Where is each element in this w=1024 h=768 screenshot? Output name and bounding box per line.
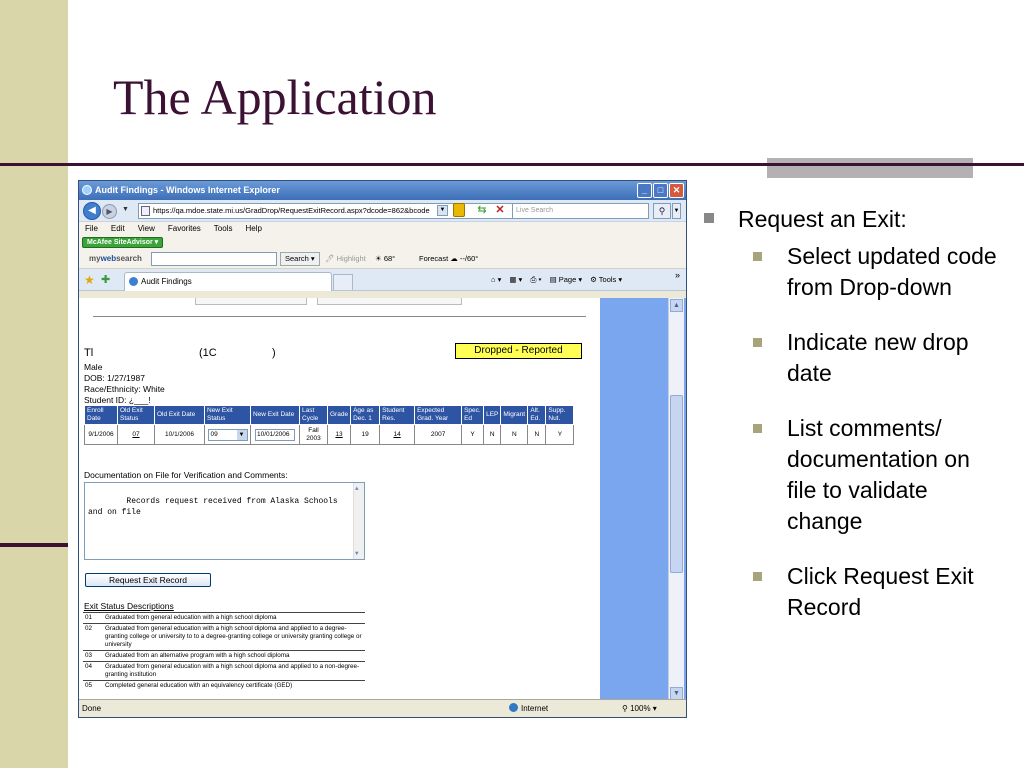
textarea-scrollbar[interactable] bbox=[353, 483, 364, 559]
scroll-up-button[interactable]: ▲ bbox=[670, 299, 683, 312]
student-gender: Male bbox=[84, 362, 103, 372]
student-res-link[interactable]: 14 bbox=[380, 425, 415, 445]
window-titlebar[interactable] bbox=[79, 181, 686, 200]
alt-ed-cell: N bbox=[528, 425, 546, 445]
column-header: Old Exit Date bbox=[155, 406, 205, 425]
browser-window bbox=[78, 180, 687, 718]
page-icon bbox=[141, 206, 150, 216]
desc-code: 04 bbox=[83, 662, 103, 681]
student-race: Race/Ethnicity: White bbox=[84, 384, 165, 394]
table-row bbox=[83, 681, 365, 692]
desc-code: 05 bbox=[83, 681, 103, 692]
cut-off-dropdowns bbox=[195, 298, 462, 306]
search-options-dropdown[interactable]: ▼ bbox=[672, 203, 681, 219]
tab-audit-findings[interactable]: Audit Findings bbox=[124, 272, 332, 291]
desc-text: Graduated from general education with a high school diploma bbox=[103, 613, 365, 624]
grad-year-cell: 2007 bbox=[415, 425, 462, 445]
tab-bar bbox=[79, 269, 686, 291]
menu-tools[interactable]: Tools bbox=[213, 224, 233, 233]
desc-code: 02 bbox=[83, 624, 103, 651]
column-header: Old Exit Status bbox=[118, 406, 155, 425]
menu-bar bbox=[79, 222, 686, 236]
bullet-square-icon bbox=[753, 338, 762, 347]
address-dropdown-button[interactable]: ▼ bbox=[437, 205, 448, 216]
address-bar-row bbox=[79, 200, 686, 222]
exit-status-descriptions-table bbox=[83, 612, 365, 691]
new-exit-status-cell bbox=[205, 425, 251, 445]
address-url: https://qa.mdoe.state.mi.us/GradDrop/RequestExitRecord.aspx?dcode=862&bcode bbox=[153, 206, 430, 215]
column-header: Student Res. bbox=[380, 406, 415, 425]
new-exit-status-select[interactable]: 09 ▼ bbox=[208, 429, 248, 441]
logo-part-search: search bbox=[116, 254, 142, 263]
websearch-input[interactable] bbox=[151, 252, 277, 266]
mywebsearch-logo bbox=[89, 254, 142, 263]
bullet-square-icon bbox=[753, 252, 762, 261]
old-exit-status-link[interactable]: 07 bbox=[118, 425, 155, 445]
new-exit-date-input[interactable]: 10/01/2006 bbox=[255, 429, 295, 441]
print-icon[interactable]: ⎙ ▾ bbox=[530, 275, 542, 284]
last-cycle-cell: Fall 2003 bbox=[300, 425, 328, 445]
slide-left-band bbox=[0, 0, 68, 768]
column-header: Grade bbox=[328, 406, 351, 425]
age-cell: 19 bbox=[351, 425, 380, 445]
request-exit-record-button[interactable]: Request Exit Record bbox=[85, 573, 211, 587]
bullet-list bbox=[704, 205, 1004, 647]
new-exit-date-cell bbox=[251, 425, 300, 445]
status-text: Done bbox=[82, 704, 102, 713]
logo-part-my: my bbox=[89, 254, 101, 263]
mcafee-toolbar bbox=[79, 236, 686, 249]
tools-menu[interactable]: ⚙ Tools ▾ bbox=[590, 275, 623, 284]
slide-title: The Application bbox=[113, 69, 437, 125]
lep-cell: N bbox=[484, 425, 501, 445]
documentation-label: Documentation on File for Verification and Comments: bbox=[84, 470, 288, 480]
forecast-button[interactable]: Forecast ☁ --/60° bbox=[419, 254, 479, 263]
scroll-down-button[interactable]: ▼ bbox=[670, 687, 683, 700]
student-id-paren-close: ) bbox=[272, 347, 276, 359]
column-header: LEP bbox=[484, 406, 501, 425]
back-button[interactable]: ◀ bbox=[83, 202, 101, 220]
menu-favorites[interactable]: Favorites bbox=[167, 224, 201, 233]
zoom-value: 100% bbox=[630, 704, 651, 713]
bullet-square-icon bbox=[704, 213, 714, 223]
student-id-paren: (1C bbox=[199, 347, 217, 359]
new-tab-button[interactable] bbox=[333, 274, 353, 290]
column-header: Alt. Ed. bbox=[528, 406, 546, 425]
stop-icon[interactable]: ✕ bbox=[495, 204, 505, 216]
forecast-label: Forecast bbox=[419, 254, 449, 263]
close-button[interactable]: ✕ bbox=[669, 183, 684, 198]
logo-part-web: web bbox=[100, 254, 117, 263]
documentation-text: Records request received from Alaska Schools and on file bbox=[88, 497, 338, 517]
table-row bbox=[83, 613, 365, 624]
column-header: Supp. Nut. bbox=[546, 406, 574, 425]
column-header: Enroll Date bbox=[85, 406, 118, 425]
maximize-button[interactable]: □ bbox=[653, 183, 668, 198]
page-viewport bbox=[79, 298, 686, 701]
old-exit-date-cell: 10/1/2006 bbox=[155, 425, 205, 445]
student-dob: DOB: 1/27/1987 bbox=[84, 373, 145, 383]
menu-file[interactable]: File bbox=[85, 224, 98, 233]
scroll-thumb[interactable] bbox=[670, 395, 683, 573]
column-header: Spec. Ed bbox=[462, 406, 484, 425]
zoom-level[interactable]: ⚲ 100% ▾ bbox=[622, 704, 657, 713]
sub-bullet bbox=[753, 241, 1003, 303]
security-zone[interactable]: Internet bbox=[509, 700, 548, 717]
tools-menu-label: Tools ▾ bbox=[598, 275, 623, 284]
highlight-label: Highlight bbox=[336, 254, 366, 263]
forecast-value: --/60° bbox=[459, 254, 479, 263]
sub-bullet-text: Click Request Exit Record bbox=[787, 563, 974, 620]
highlight-button[interactable]: 🖊 Highlight bbox=[325, 254, 366, 263]
sub-bullet bbox=[753, 413, 1003, 537]
table-row bbox=[83, 624, 365, 651]
feeds-icon[interactable]: ▦ ▾ bbox=[509, 275, 523, 284]
exit-record-table bbox=[84, 405, 574, 445]
search-icon[interactable]: ⚲ bbox=[653, 203, 671, 219]
menu-help[interactable]: Help bbox=[245, 224, 262, 233]
column-header: Last Cycle bbox=[300, 406, 328, 425]
home-icon[interactable]: ⌂ ▾ bbox=[491, 275, 502, 284]
column-header: Expected Grad. Year bbox=[415, 406, 462, 425]
desc-text: Graduated from general education with a high school diploma and applied to a non-degree-granting institution bbox=[103, 662, 365, 681]
bullet-square-icon bbox=[753, 572, 762, 581]
menu-view[interactable]: View bbox=[137, 224, 155, 233]
sub-bullet-text: Indicate new drop date bbox=[787, 329, 969, 386]
weather-temp-value: 68° bbox=[383, 254, 396, 263]
refresh-icon[interactable]: ⇆ bbox=[477, 204, 487, 216]
live-search-input[interactable]: Live Search bbox=[512, 203, 649, 219]
column-header: Age as Dec. 1 bbox=[351, 406, 380, 425]
desc-text: Completed general education with an equivalency certificate (GED) bbox=[103, 681, 365, 692]
lock-icon[interactable] bbox=[453, 203, 465, 217]
web-page bbox=[79, 298, 600, 701]
enroll-date-cell: 9/1/2006 bbox=[85, 425, 118, 445]
command-bar bbox=[491, 274, 622, 286]
sub-bullet bbox=[753, 561, 1003, 623]
spec-ed-cell: Y bbox=[462, 425, 484, 445]
migrant-cell: N bbox=[501, 425, 528, 445]
page-menu-label: Page ▾ bbox=[558, 275, 583, 284]
favorites-star-icon[interactable]: ★ bbox=[84, 273, 95, 287]
desc-text: Graduated from an alternative program with a high school diploma bbox=[103, 651, 365, 662]
table-row bbox=[83, 651, 365, 662]
sub-bullet-text: Select updated code from Drop-down bbox=[787, 243, 997, 300]
sub-bullet bbox=[753, 327, 1003, 389]
column-header: Migrant bbox=[501, 406, 528, 425]
bullet-square-icon bbox=[753, 424, 762, 433]
bullet-main-text: Request an Exit: bbox=[738, 206, 907, 232]
column-header: New Exit Date bbox=[251, 406, 300, 425]
column-header: New Exit Status bbox=[205, 406, 251, 425]
chevron-more-icon[interactable]: » bbox=[674, 270, 680, 280]
minimize-button[interactable]: _ bbox=[637, 183, 652, 198]
add-favorite-icon[interactable]: ✚ bbox=[101, 274, 111, 286]
forward-button[interactable]: ▶ bbox=[102, 204, 117, 219]
status-bar bbox=[79, 699, 686, 717]
status-badge: Dropped - Reported bbox=[455, 343, 582, 359]
window-controls bbox=[637, 183, 684, 198]
weather-temp[interactable]: ☀ 68° bbox=[375, 254, 396, 263]
websearch-button[interactable]: Search ▾ bbox=[280, 252, 320, 266]
websearch-toolbar bbox=[79, 249, 686, 269]
desc-code: 03 bbox=[83, 651, 103, 662]
menu-edit[interactable]: Edit bbox=[110, 224, 125, 233]
student-info bbox=[84, 362, 165, 406]
ie-app-icon bbox=[82, 185, 92, 195]
grade-link[interactable]: 13 bbox=[328, 425, 351, 445]
history-dropdown[interactable]: ▼ bbox=[122, 206, 129, 213]
table-row bbox=[85, 425, 574, 445]
table-row bbox=[83, 662, 365, 681]
divider bbox=[93, 316, 586, 317]
student-name: Tl bbox=[84, 347, 94, 359]
window-title: Audit Findings - Windows Internet Explorer bbox=[95, 185, 280, 195]
exit-status-descriptions-title: Exit Status Descriptions bbox=[84, 601, 174, 611]
page-menu[interactable]: ▤ Page ▾ bbox=[549, 275, 583, 284]
bullet-main bbox=[704, 205, 1004, 233]
documentation-textarea[interactable] bbox=[84, 482, 365, 560]
table-header-row bbox=[85, 406, 574, 425]
supp-nut-cell: Y bbox=[546, 425, 574, 445]
desc-code: 01 bbox=[83, 613, 103, 624]
sub-bullet-text: List comments/ documentation on file to validate change bbox=[787, 415, 970, 534]
left-rule bbox=[0, 543, 68, 547]
cut-off-select[interactable] bbox=[195, 298, 307, 305]
cut-off-select[interactable] bbox=[317, 298, 462, 305]
student-id: Student ID: ¿___! bbox=[84, 395, 151, 405]
page-scrollbar[interactable] bbox=[668, 298, 684, 701]
desc-text: Graduated from general education with a high school diploma and applied to a degree-granting college or university to to a degree-granting college or university granting college or university bbox=[103, 624, 365, 651]
title-rule-accent bbox=[767, 158, 973, 178]
mcafee-siteadvisor-button[interactable]: McAfee SiteAdvisor ▾ bbox=[82, 237, 163, 248]
